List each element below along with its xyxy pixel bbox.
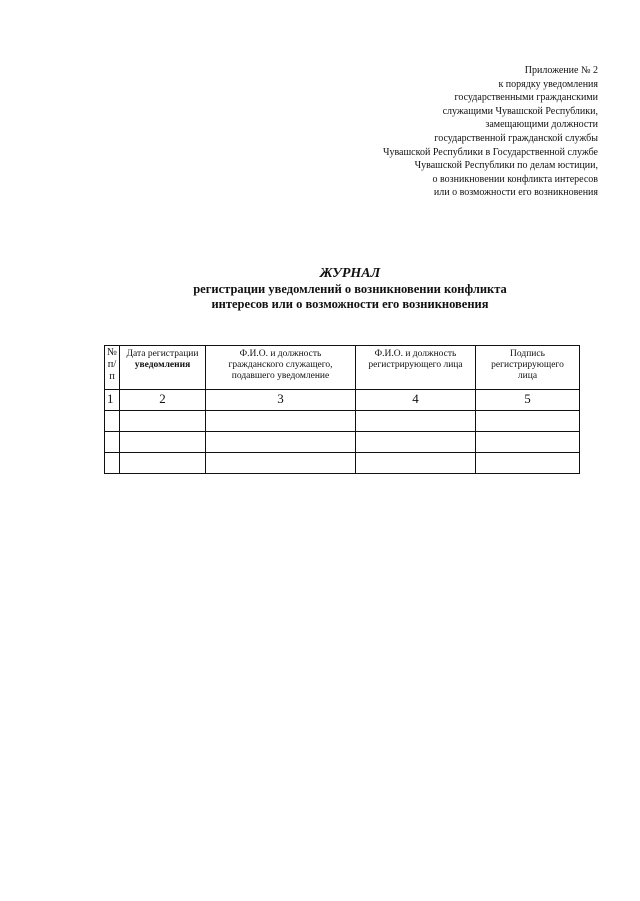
table-cell bbox=[206, 453, 356, 474]
header-signature bbox=[476, 346, 580, 390]
header-text: лица bbox=[517, 371, 538, 381]
table-cell bbox=[356, 453, 476, 474]
appendix-line: государственной гражданской службы bbox=[434, 132, 598, 144]
table-cell bbox=[356, 411, 476, 432]
appendix-line: о возникновении конфликта интересов bbox=[432, 173, 598, 185]
journal-subtitle-line: регистрации уведомлений о возникновении конфликта bbox=[193, 282, 507, 296]
table-cell bbox=[476, 432, 580, 453]
header-text: регистрирующего bbox=[491, 360, 564, 370]
header-text: регистрирующего лица bbox=[368, 360, 463, 370]
table-cell bbox=[105, 453, 120, 474]
table-cell bbox=[120, 453, 206, 474]
appendix-line: или о возможности его возникновения bbox=[433, 187, 598, 199]
header-text: Подпись bbox=[510, 349, 545, 359]
journal-table bbox=[104, 345, 580, 474]
table-cell bbox=[356, 432, 476, 453]
appendix-line: Приложение № 2 bbox=[524, 65, 598, 76]
header-number bbox=[105, 346, 120, 390]
appendix-block bbox=[298, 64, 598, 200]
appendix-line: Чувашской Республики в Государственной службе bbox=[382, 146, 598, 158]
table-cell: 1 bbox=[105, 390, 120, 411]
header-text: Ф.И.О. и должность bbox=[374, 349, 457, 359]
table-header-row bbox=[105, 346, 580, 390]
table-cell bbox=[476, 453, 580, 474]
appendix-line: служащими Чувашской Республики, bbox=[442, 105, 598, 117]
header-text: п/п bbox=[107, 359, 117, 382]
table-cell bbox=[120, 432, 206, 453]
table-cell bbox=[206, 432, 356, 453]
appendix-line: государственными гражданскими bbox=[454, 92, 598, 104]
table-cell bbox=[476, 411, 580, 432]
table-row bbox=[105, 432, 580, 453]
table-number-row bbox=[105, 390, 580, 411]
appendix-line: к порядку уведомления bbox=[498, 78, 598, 90]
table-cell bbox=[105, 411, 120, 432]
table-row bbox=[105, 411, 580, 432]
header-registrar-name bbox=[356, 346, 476, 390]
header-text: № bbox=[106, 347, 118, 358]
table-row bbox=[105, 453, 580, 474]
header-text: подавшего уведомление bbox=[231, 371, 330, 381]
journal-title-block bbox=[0, 266, 640, 312]
header-text: уведомления bbox=[134, 360, 191, 370]
header-text: Ф.И.О. и должность bbox=[239, 349, 322, 359]
table-cell bbox=[120, 411, 206, 432]
appendix-line: Чувашской Республики по делам юстиции, bbox=[414, 160, 598, 172]
appendix-line: замещающими должности bbox=[485, 119, 598, 131]
header-text: гражданского служащего, bbox=[228, 360, 333, 370]
header-registration-date bbox=[120, 346, 206, 390]
table-cell bbox=[105, 432, 120, 453]
table-cell: 2 bbox=[120, 390, 206, 411]
journal-title: ЖУРНАЛ bbox=[319, 266, 381, 281]
table-cell: 3 bbox=[206, 390, 356, 411]
table-cell bbox=[206, 411, 356, 432]
table-cell: 4 bbox=[356, 390, 476, 411]
table-cell: 5 bbox=[476, 390, 580, 411]
header-text: Дата регистрации bbox=[126, 349, 199, 359]
header-employee-name bbox=[206, 346, 356, 390]
journal-subtitle-line: интересов или о возможности его возникновения bbox=[211, 297, 489, 311]
